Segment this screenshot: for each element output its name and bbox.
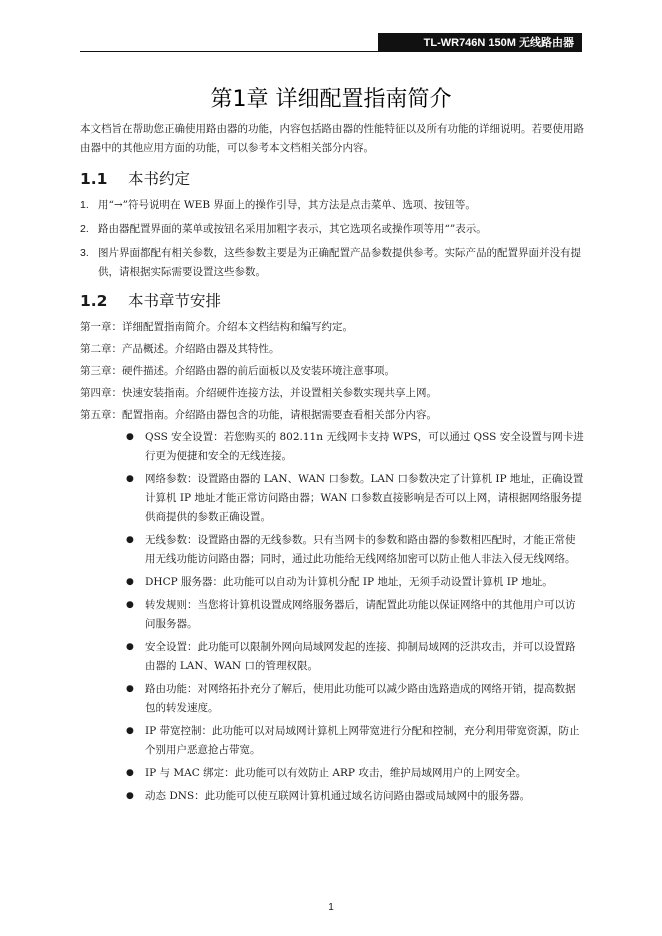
bullet-text: 动态 DNS：此功能可以使互联网计算机通过域名访问路由器或局域网中的服务器。: [145, 790, 531, 802]
bullet-dot-icon: ●: [126, 684, 134, 694]
chapter-summary: 第五章：配置指南。介绍路由器包含的功能，请根据需要查看相关部分内容。: [80, 409, 437, 421]
section-title: 本书约定: [128, 170, 191, 188]
feature-bullet: [126, 573, 584, 592]
chapter-summary: 第一章：详细配置指南简介。介绍本文档结构和编写约定。: [80, 321, 353, 333]
feature-bullet: [126, 787, 584, 806]
convention-item: [80, 196, 584, 215]
convention-item: [80, 220, 584, 239]
feature-bullet: [126, 722, 584, 760]
bullet-text: 安全设置：此功能可以限制外网向局域网发起的连接、抑制局域网的泛洪攻击，并可以设置路由器的 LAN、WAN 口的管理权限。: [145, 641, 576, 672]
bullet-text: 无线参数：设置路由器的无线参数。只有当网卡的参数和路由器的参数相匹配时，才能正常使用无线功能访问路由器；同时，通过此功能给无线网络加密可以防止他人非法入侵无线网络。: [145, 534, 576, 565]
bullet-dot-icon: ●: [126, 535, 134, 545]
bullet-text: 转发规则：当您将计算机设置成网络服务器后，请配置此功能以保证网络中的其他用户可以访问服务器。: [145, 599, 576, 630]
document-body: [80, 120, 584, 810]
chapter-title: 第1章 详细配置指南简介: [210, 87, 452, 112]
header-rule: [80, 51, 582, 52]
bullet-dot-icon: ●: [126, 642, 134, 652]
page-number: 1: [328, 902, 334, 913]
bullet-dot-icon: ●: [126, 726, 134, 736]
feature-bullet: [126, 470, 584, 527]
item-number: 2.: [80, 223, 89, 235]
bullet-dot-icon: ●: [126, 768, 134, 778]
feature-bullet: [126, 531, 584, 569]
page-header-bar: [378, 33, 582, 51]
bullet-dot-icon: ●: [126, 432, 134, 442]
product-label: TL-WR746N 150M 无线路由器: [423, 37, 574, 49]
item-text: 路由器配置界面的菜单或按钮名采用加粗字表示，其它选项名或操作项等用“”表示。: [98, 223, 487, 235]
bullet-text: IP 带宽控制：此功能可以对局域网计算机上网带宽进行分配和控制，充分利用带宽资源，防止个别用户恶意抢占带宽。: [145, 725, 580, 756]
feature-bullet: [126, 596, 584, 634]
feature-bullet: [126, 428, 584, 466]
section-number: 1.2: [80, 292, 108, 310]
bullet-dot-icon: ●: [126, 600, 134, 610]
section-title: 本书章节安排: [128, 292, 222, 310]
feature-bullet: [126, 638, 584, 676]
item-text: 用“→”符号说明在 WEB 界面上的操作引导，其方法是点击菜单、选项、按钮等。: [98, 199, 476, 211]
bullet-text: QSS 安全设置：若您购买的 802.11n 无线网卡支持 WPS，可以通过 QSS 安全设置与网卡进行更为便捷和安全的无线连接。: [145, 431, 584, 462]
bullet-text: IP 与 MAC 绑定：此功能可以有效防止 ARP 攻击，维护局域网用户的上网安全。: [145, 767, 527, 779]
section-heading-1-2: [80, 290, 584, 312]
chapter-summary: 第三章：硬件描述。介绍路由器的前后面板以及安装环境注意事项。: [80, 365, 395, 377]
chapter-summary: 第四章：快速安装指南。介绍硬件连接方法，并设置相关参数实现共享上网。: [80, 387, 437, 399]
chapter-summary: 第二章：产品概述。介绍路由器及其特性。: [80, 343, 280, 355]
bullet-text: 网络参数：设置路由器的 LAN、WAN 口参数。LAN 口参数决定了计算机 IP 地址，正确设置计算机 IP 地址才能正常访问路由器；WAN 口参数直接影响是否可以上网，请根据网络服务提供商提供的参数正确设置。: [145, 473, 584, 523]
feature-bullet: [126, 680, 584, 718]
section-number: 1.1: [80, 170, 108, 188]
bullet-text: 路由功能：对网络拓扑充分了解后，使用此功能可以减少路由选路造成的网络开销，提高数据包的转发速度。: [145, 683, 576, 714]
bullet-dot-icon: ●: [126, 791, 134, 801]
item-number: 3.: [80, 247, 89, 259]
feature-bullet-list: [126, 428, 584, 806]
section-heading-1-1: [80, 168, 584, 190]
item-number: 1.: [80, 199, 89, 211]
convention-item: [80, 244, 584, 282]
bullet-dot-icon: ●: [126, 474, 134, 484]
feature-bullet: [126, 764, 584, 783]
item-text: 图片界面都配有相关参数，这些参数主要是为正确配置产品参数提供参考。实际产品的配置界面并没有提供，请根据实际需要设置这些参数。: [98, 247, 581, 278]
bullet-dot-icon: ●: [126, 577, 134, 587]
intro-paragraph: 本文档旨在帮助您正确使用路由器的功能，内容包括路由器的性能特征以及所有功能的详细说明。若要使用路由器中的其他应用方面的功能，可以参考本文档相关部分内容。: [80, 123, 584, 154]
bullet-text: DHCP 服务器：此功能可以自动为计算机分配 IP 地址，无须手动设置计算机 IP 地址。: [145, 576, 553, 588]
